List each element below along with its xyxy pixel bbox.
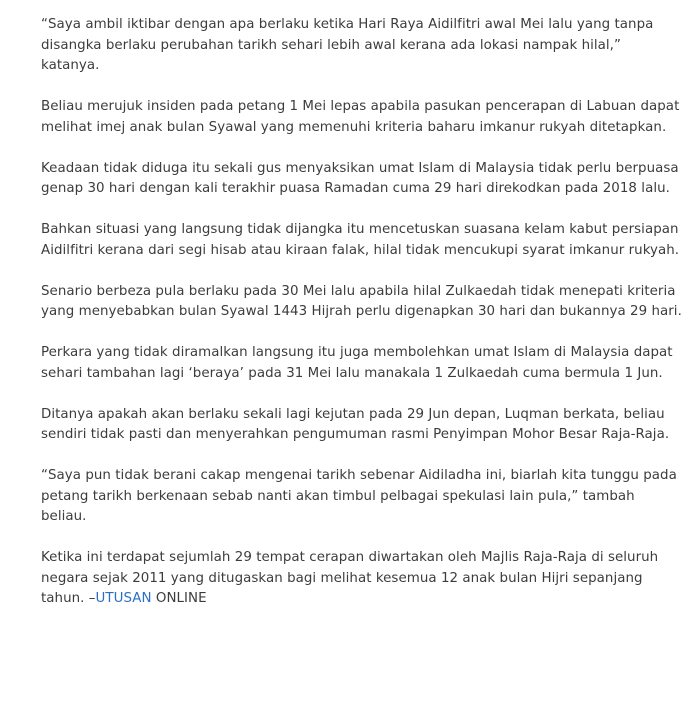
article-paragraph-9-text: Ketika ini terdapat sejumlah 29 tempat cerapan diwartakan oleh Majlis Raja-Raja di seluruh negara sejak 2011 yang ditugaskan bagi melihat kesemua 12 anak bulan Hijri sepanjang tahun. – [41,550,659,606]
article-paragraph-8: “Saya pun tidak berani cakap mengenai tarikh sebenar Aidiladha ini, biarlah kita tunggu pada petang tarikh berkenaan sebab nanti akan timbul pelbagai spekulasi lain pula,” tambah beliau. [41,468,677,524]
article-paragraph-2: Beliau merujuk insiden pada petang 1 Mei lepas apabila pasukan pencerapan di Labuan dapat melihat imej anak bulan Syawal yang memenuhi kriteria baharu imkanur rukyah ditetapkan. [41,99,680,135]
source-suffix: ONLINE [151,591,207,606]
article-paragraph-6: Perkara yang tidak diramalkan langsung itu juga membolehkan umat Islam di Malaysia dapat sehari tambahan lagi ‘beraya’ pada 31 Mei lalu manakala 1 Zulkaedah cuma bermula 1 Jun. [41,345,673,381]
article-paragraph-9 [41,548,683,610]
article-paragraph-1: “Saya ambil iktibar dengan apa berlaku ketika Hari Raya Aidilfitri awal Mei lalu yang tanpa disangka berlaku perubahan tarikh sehari lebih awal kerana ada lokasi nampak hilal,” katanya. [41,17,654,73]
article-paragraph-5: Senario berbeza pula berlaku pada 30 Mei lalu apabila hilal Zulkaedah tidak menepati kriteria yang menyebabkan bulan Syawal 1443 Hijrah perlu digenapkan 30 hari dan bukannya 29 hari. [41,283,682,319]
source-link[interactable]: UTUSAN [95,591,152,606]
article-paragraph-7: Ditanya apakah akan berlaku sekali lagi kejutan pada 29 Jun depan, Luqman berkata, beliau sendiri tidak pasti dan menyerahkan pengumuman rasmi Penyimpan Mohor Besar Raja-Raja. [41,406,670,442]
article-paragraph-3: Keadaan tidak diduga itu sekali gus menyaksikan umat Islam di Malaysia tidak perlu berpuasa genap 30 hari dengan kali terakhir puasa Ramadan cuma 29 hari direkodkan pada 2018 lalu. [41,160,679,196]
article-paragraph-4: Bahkan situasi yang langsung tidak dijangka itu mencetuskan suasana kelam kabut persiapan Aidilfitri kerana dari segi hisab atau kiraan falak, hilal tidak mencukupi syarat imkanur rukyah. [41,222,680,258]
article-body [41,15,683,630]
